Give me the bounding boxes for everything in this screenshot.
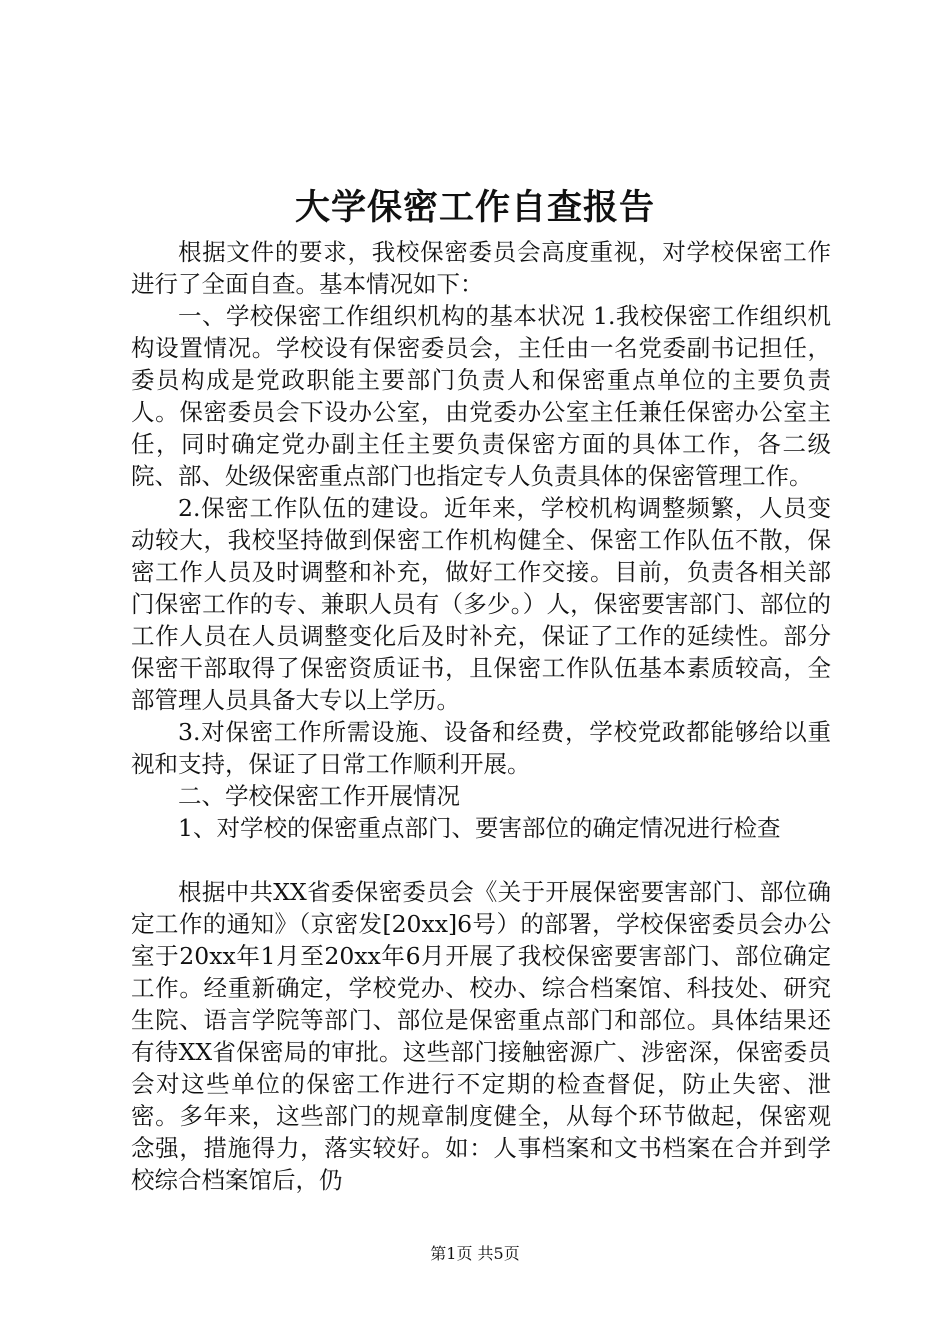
section-2-item-1-paragraph: 根据中共XX省委保密委员会《关于开展保密要害部门、部位确定工作的通知》（京密发[20xx]6号）的部署，学校保密委员会办公室于20xx年1月至20xx年6月开展了我校保密要害部门、部位确定工作。经重新确定，学校党办、校办、综合档案馆、科技处、研究生院、语言学院等部门、部位是保密重点部门和部位。具体结果还有待XX省保密局的审批。这些部门接触密源广、涉密深，保密委员会对这些单位的保密工作进行不定期的检查督促，防止失密、泄密。多年来，这些部门的规章制度健全，从每个环节做起，保密观念强，措施得力，落实较好。如：人事档案和文书档案在合并到学校综合档案馆后，仍 [131, 878, 831, 1194]
document-title: 大学保密工作自查报告 [294, 187, 655, 228]
section-1-team-building-paragraph: 2.保密工作队伍的建设。近年来，学校机构调整频繁，人员变动较大，我校坚持做到保密工作机构健全、保密工作队伍不散，保密工作人员及时调整和补充，做好工作交接。目前，负责各相关部门保密工作的专、兼职人员有（多少。）人，保密要害部门、部位的工作人员在人员调整变化后及时补充，保证了工作的延续性。部分保密干部取得了保密资质证书，且保密工作队伍基本素质较高，全部管理人员具备大专以上学历。 [131, 494, 831, 714]
section-1-funding-paragraph: 3.对保密工作所需设施、设备和经费，学校党政都能够给以重视和支持，保证了日常工作顺利开展。 [131, 718, 831, 778]
intro-paragraph: 根据文件的要求，我校保密委员会高度重视，对学校保密工作进行了全面自查。基本情况如下： [131, 238, 831, 298]
document-body [131, 236, 831, 1196]
section-1-org-structure-paragraph: 一、学校保密工作组织机构的基本状况 1.我校保密工作组织机构设置情况。学校设有保密委员会，主任由一名党委副书记担任，委员构成是党政职能主要部门负责人和保密重点单位的主要负责人。保密委员会下设办公室，由党委办公室主任兼任保密办公室主任，同时确定党办副主任主要负责保密方面的具体工作，各二级院、部、处级保密重点部门也指定专人负责具体的保密管理工作。 [131, 302, 831, 490]
section-2-item-1-heading: 1、对学校的保密重点部门、要害部位的确定情况进行检查 [178, 814, 781, 842]
section-2-heading: 二、学校保密工作开展情况 [178, 782, 460, 810]
page-number-footer: 第1页 共5页 [430, 1244, 520, 1263]
